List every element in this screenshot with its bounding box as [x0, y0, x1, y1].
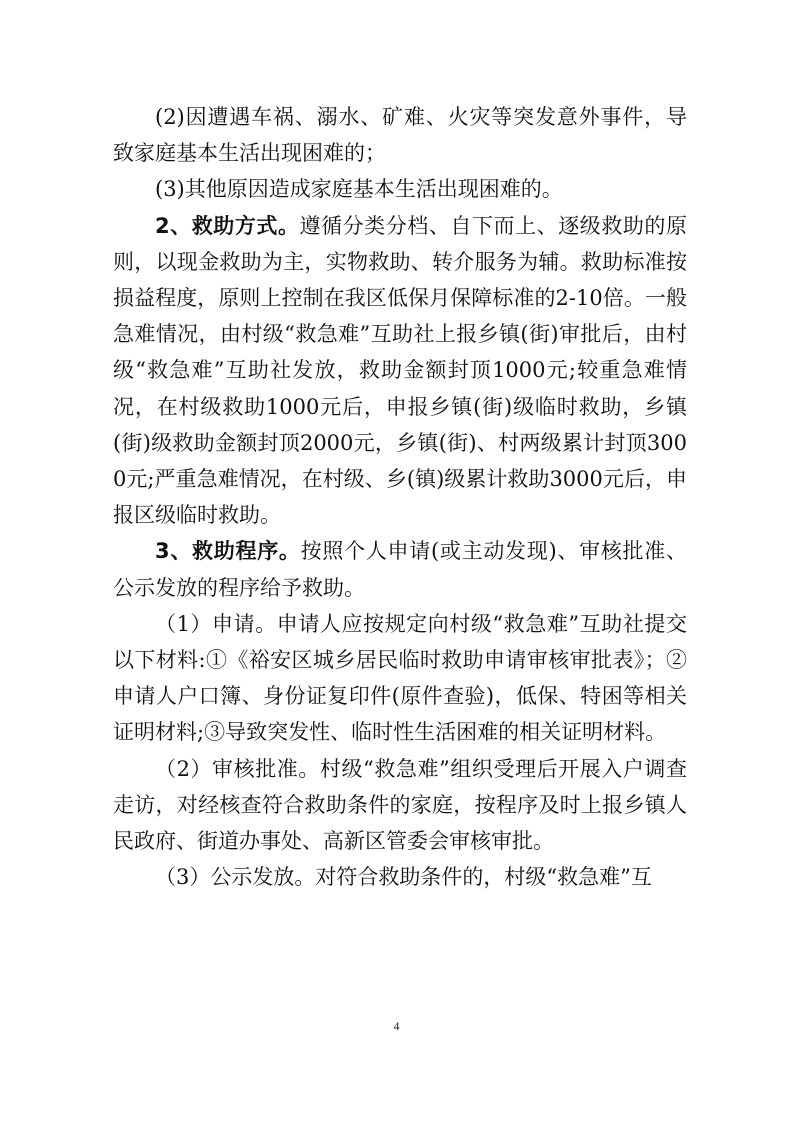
page-number: 4 [393, 1019, 400, 1033]
section-heading-assistance-method: 2、救助方式。 [155, 213, 300, 238]
section-heading-assistance-procedure: 3、救助程序。 [155, 539, 301, 564]
document-body [113, 99, 687, 895]
paragraph-5 [113, 606, 687, 751]
paragraph-7 [113, 859, 687, 895]
paragraph-3 [113, 208, 687, 534]
paragraph-4-text: 按照个人申请(或主动发现)、审核批准、公示发放的程序给予救助。 [113, 539, 687, 600]
paragraph-7-text: （3）公示发放。对符合救助条件的，村级“救急难”互 [155, 865, 652, 890]
paragraph-5-text: （1）申请。申请人应按规定向村级“救急难”互助社提交以下材料:①《裕安区城乡居民临时救助申请审核审批表》；②申请人户口簿、身份证复印件(原件查验)，低保、特困等相关证明材料;③导致突发性、临时性生活困难的相关证明材料。 [113, 611, 687, 745]
paragraph-2-text: (3)其他原因造成家庭基本生活出现困难的。 [155, 177, 563, 202]
paragraph-4 [113, 533, 687, 605]
paragraph-3-text: 遵循分类分档、自下而上、逐级救助的原则，以现金救助为主，实物救助、转介服务为辅。救助标准按损益程度，原则上控制在我区低保月保障标准的2-10倍。一般急难情况，由村级“救急难”互助社上报乡镇(街)审批后，由村级“救急难”互助社发放，救助金额封顶1000元;较重急难情况，在村级救助1000元后，申报乡镇(街)级临时救助，乡镇(街)级救助金额封顶2000元，乡镇(街)、村两级累计封顶3000元;严重急难情况，在村级、乡(镇)级累计救助3000元后，申报区级临时救助。 [113, 213, 687, 528]
paragraph-1 [113, 99, 687, 171]
paragraph-2 [113, 171, 687, 207]
paragraph-1-text: (2)因遭遇车祸、溺水、矿难、火灾等突发意外事件，导致家庭基本生活出现困难的； [113, 105, 687, 166]
paragraph-6 [113, 751, 687, 860]
paragraph-6-text: （2）审核批准。村级“救急难”组织受理后开展入户调查走访，对经核查符合救助条件的家庭，按程序及时上报乡镇人民政府、街道办事处、高新区管委会审核审批。 [113, 756, 687, 854]
